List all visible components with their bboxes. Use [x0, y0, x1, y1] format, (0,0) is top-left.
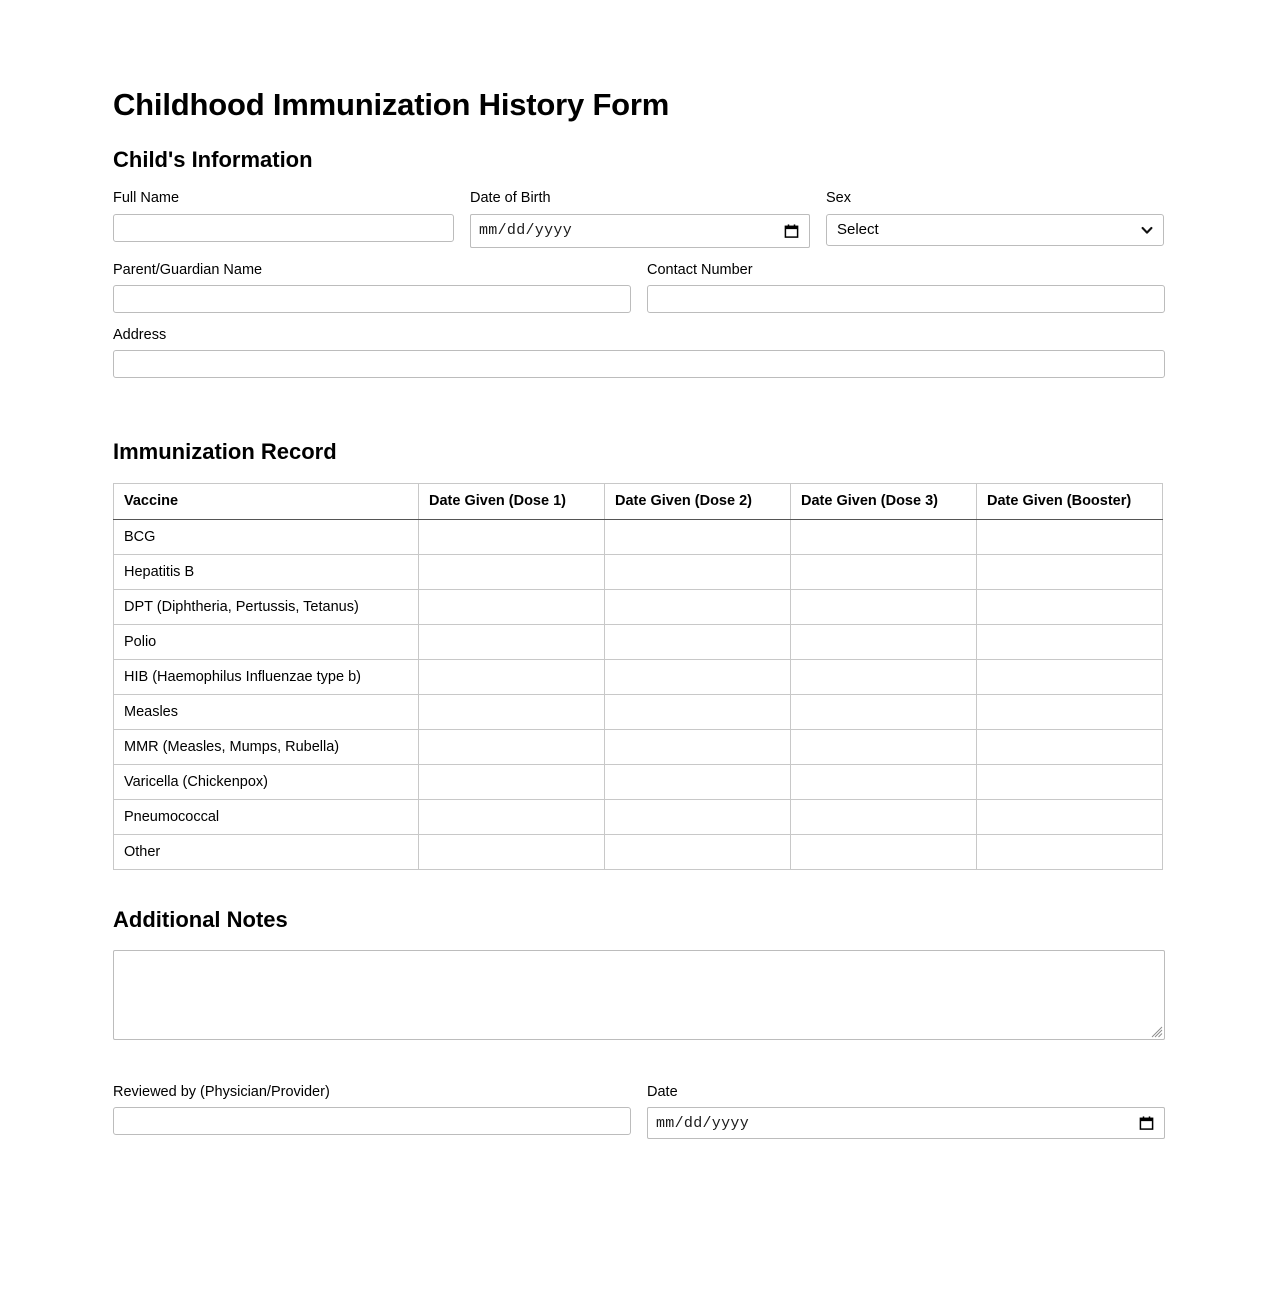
label-full-name: Full Name — [113, 190, 180, 207]
label-sex: Sex — [826, 190, 851, 207]
spacer — [113, 392, 1165, 440]
table-row — [114, 519, 1163, 554]
column-header-vaccine: Vaccine — [114, 483, 419, 519]
spacer — [113, 1040, 1165, 1084]
child-info-row-2 — [113, 262, 1165, 313]
booster-cell[interactable] — [977, 764, 1163, 799]
dose-3-cell[interactable] — [791, 694, 977, 729]
dose-2-cell[interactable] — [605, 589, 791, 624]
dose-2-cell[interactable] — [605, 834, 791, 869]
dose-2-cell[interactable] — [605, 729, 791, 764]
dose-1-cell[interactable] — [419, 519, 605, 554]
table-row — [114, 694, 1163, 729]
dose-2-cell[interactable] — [605, 694, 791, 729]
vaccine-name-cell: MMR (Measles, Mumps, Rubella) — [114, 729, 419, 764]
dose-3-cell[interactable] — [791, 799, 977, 834]
dose-3-cell[interactable] — [791, 764, 977, 799]
booster-cell[interactable] — [977, 659, 1163, 694]
vaccine-name-cell: BCG — [114, 519, 419, 554]
field-review-date — [647, 1084, 1165, 1139]
date-of-birth-input[interactable] — [470, 214, 810, 248]
review-date-placeholder: mm/dd/yyyy — [656, 1114, 750, 1132]
label-reviewed-by: Reviewed by (Physician/Provider) — [113, 1083, 330, 1100]
dose-1-cell[interactable] — [419, 834, 605, 869]
label-contact-number: Contact Number — [647, 261, 753, 278]
reviewed-by-input[interactable] — [113, 1107, 631, 1135]
booster-cell[interactable] — [977, 519, 1163, 554]
dose-3-cell[interactable] — [791, 554, 977, 589]
notes-wrapper — [113, 950, 1165, 1040]
dose-1-cell[interactable] — [419, 554, 605, 589]
dose-3-cell[interactable] — [791, 519, 977, 554]
booster-cell[interactable] — [977, 554, 1163, 589]
calendar-icon[interactable] — [1139, 1116, 1154, 1131]
sex-selected-value: Select — [837, 221, 879, 239]
field-sex — [826, 190, 1164, 247]
dose-2-cell[interactable] — [605, 659, 791, 694]
vaccine-name-cell: DPT (Diphtheria, Pertussis, Tetanus) — [114, 589, 419, 624]
dose-3-cell[interactable] — [791, 589, 977, 624]
child-info-row-3 — [113, 327, 1165, 378]
booster-cell[interactable] — [977, 729, 1163, 764]
immunization-table-body — [114, 519, 1163, 869]
label-parent-guardian-name: Parent/Guardian Name — [113, 261, 263, 278]
column-header-dose-1: Date Given (Dose 1) — [419, 483, 605, 519]
date-of-birth-placeholder: mm/dd/yyyy — [479, 222, 573, 240]
contact-number-input[interactable] — [647, 285, 1165, 313]
footer-row — [113, 1084, 1165, 1139]
dose-1-cell[interactable] — [419, 624, 605, 659]
dose-1-cell[interactable] — [419, 729, 605, 764]
parent-guardian-name-input[interactable] — [113, 285, 631, 313]
field-address — [113, 327, 1165, 378]
label-date-of-birth: Date of Birth — [470, 190, 551, 207]
booster-cell[interactable] — [977, 834, 1163, 869]
section-heading-child-information: Child's Information — [113, 147, 313, 173]
vaccine-name-cell: Pneumococcal — [114, 799, 419, 834]
section-heading-additional-notes: Additional Notes — [113, 906, 288, 932]
table-row — [114, 834, 1163, 869]
label-address: Address — [113, 327, 167, 344]
dose-1-cell[interactable] — [419, 694, 605, 729]
vaccine-name-cell: Measles — [114, 694, 419, 729]
table-row — [114, 589, 1163, 624]
vaccine-name-cell: Varicella (Chickenpox) — [114, 764, 419, 799]
dose-2-cell[interactable] — [605, 764, 791, 799]
vaccine-name-cell: Hepatitis B — [114, 554, 419, 589]
dose-2-cell[interactable] — [605, 519, 791, 554]
booster-cell[interactable] — [977, 624, 1163, 659]
section-heading-immunization-record: Immunization Record — [113, 439, 337, 465]
dose-3-cell[interactable] — [791, 624, 977, 659]
booster-cell[interactable] — [977, 799, 1163, 834]
column-header-dose-3: Date Given (Dose 3) — [791, 483, 977, 519]
dose-2-cell[interactable] — [605, 624, 791, 659]
immunization-table-head — [114, 483, 1163, 519]
table-header-row — [114, 483, 1163, 519]
immunization-table — [113, 483, 1163, 870]
column-header-dose-2: Date Given (Dose 2) — [605, 483, 791, 519]
label-review-date: Date — [647, 1083, 678, 1100]
table-row — [114, 729, 1163, 764]
dose-3-cell[interactable] — [791, 729, 977, 764]
dose-1-cell[interactable] — [419, 659, 605, 694]
field-reviewed-by — [113, 1084, 631, 1139]
vaccine-name-cell: Other — [114, 834, 419, 869]
dose-2-cell[interactable] — [605, 799, 791, 834]
additional-notes-textarea[interactable] — [113, 950, 1165, 1040]
field-parent-guardian-name — [113, 262, 631, 313]
full-name-input[interactable] — [113, 214, 454, 242]
dose-1-cell[interactable] — [419, 764, 605, 799]
vaccine-name-cell: Polio — [114, 624, 419, 659]
field-date-of-birth — [470, 190, 810, 247]
dose-1-cell[interactable] — [419, 799, 605, 834]
dose-3-cell[interactable] — [791, 659, 977, 694]
child-info-row-1 — [113, 190, 1165, 247]
vaccine-name-cell: HIB (Haemophilus Influenzae type b) — [114, 659, 419, 694]
page-title: Childhood Immunization History Form — [113, 87, 670, 122]
booster-cell[interactable] — [977, 694, 1163, 729]
dose-3-cell[interactable] — [791, 834, 977, 869]
review-date-input[interactable] — [647, 1107, 1165, 1139]
calendar-icon[interactable] — [784, 223, 799, 238]
column-header-booster: Date Given (Booster) — [977, 483, 1163, 519]
chevron-down-icon[interactable] — [1141, 224, 1153, 236]
table-row — [114, 554, 1163, 589]
field-contact-number — [647, 262, 1165, 313]
dose-1-cell[interactable] — [419, 589, 605, 624]
address-input[interactable] — [113, 350, 1165, 378]
table-row — [114, 764, 1163, 799]
table-row — [114, 624, 1163, 659]
spacer — [113, 870, 1165, 886]
dose-2-cell[interactable] — [605, 554, 791, 589]
field-full-name — [113, 190, 454, 247]
booster-cell[interactable] — [977, 589, 1163, 624]
sex-select[interactable] — [826, 214, 1164, 246]
table-row — [114, 659, 1163, 694]
table-row — [114, 799, 1163, 834]
